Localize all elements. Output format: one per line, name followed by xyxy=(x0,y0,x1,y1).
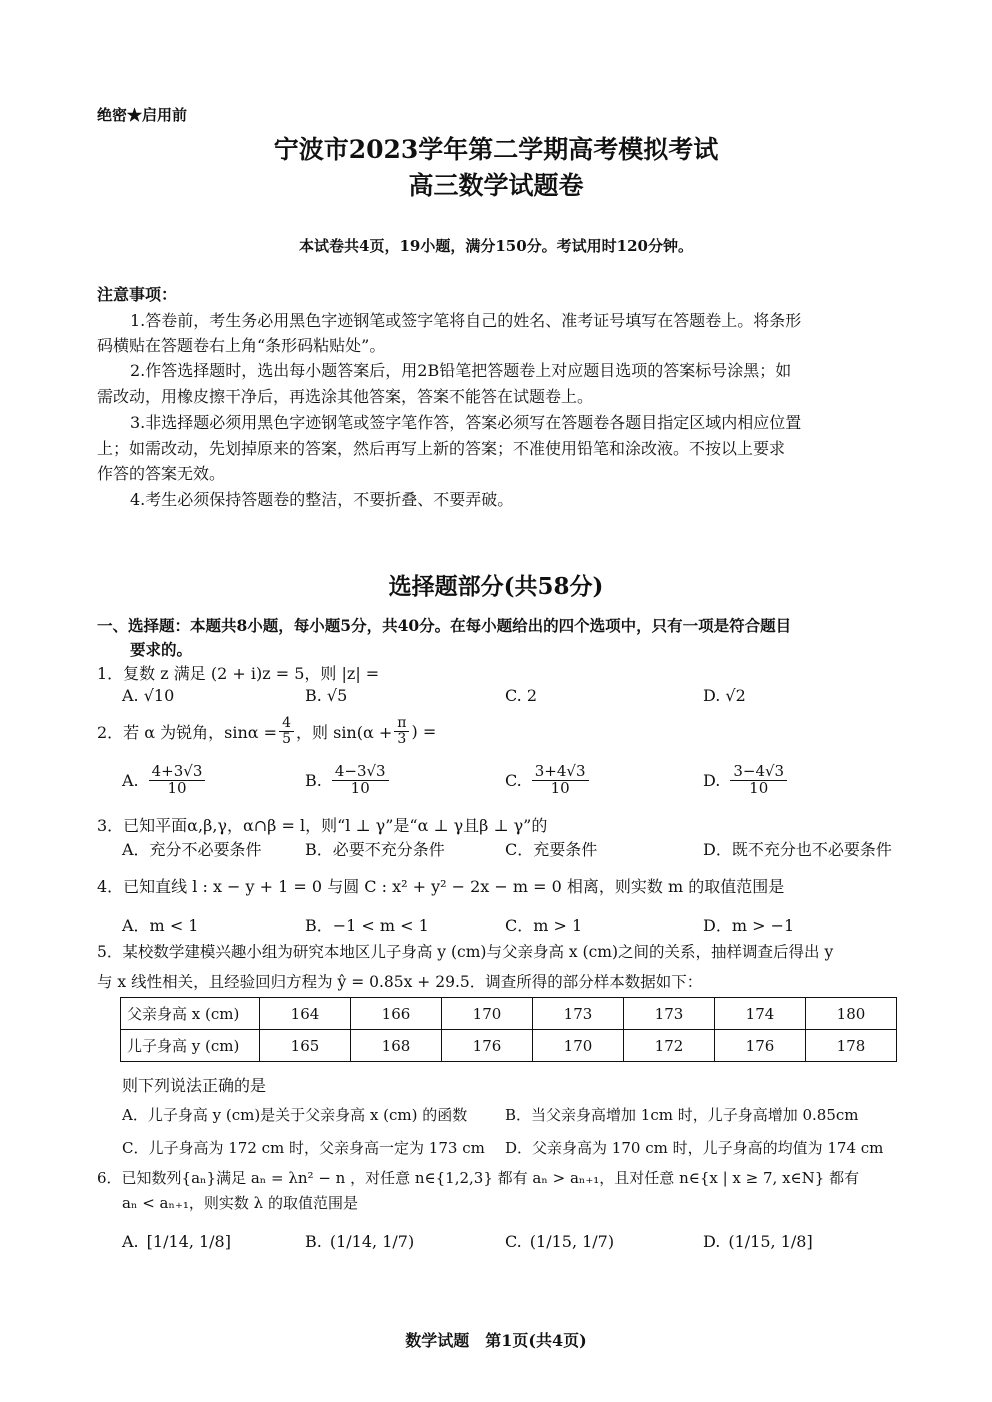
note-line: 1.答卷前，考生务必用黑色字迹钢笔或签字笔将自己的姓名、准考证号填写在答题卷上。将条形 xyxy=(130,311,802,330)
table-cell: 173 xyxy=(624,998,715,1030)
exam-subtitle: 高三数学试题卷 xyxy=(408,171,584,200)
q2-pi-fraction: $\frac{\pi}{3}$ xyxy=(394,716,409,746)
q4-option-c: C．m > 1 xyxy=(505,916,583,935)
q5-option-b: B．当父亲身高增加 1cm 时，儿子身高增加 0.85cm xyxy=(505,1106,859,1124)
q2-option-d: D. $\frac{3-4√3}{10}$ xyxy=(703,764,787,797)
table-row-header: 父亲身高 x (cm) xyxy=(121,998,260,1030)
q2-text-3: ) = xyxy=(411,721,437,741)
table-cell: 173 xyxy=(533,998,624,1030)
question-2-stem xyxy=(97,716,436,746)
question-5-stem-cont: 与 x 线性相关，且经验回归方程为 ŷ = 0.85x + 29.5．调查所得的部分样本数据如下： xyxy=(97,973,703,991)
q5-option-c: C．儿子身高为 172 cm 时，父亲身高一定为 173 cm xyxy=(122,1139,485,1157)
table-cell: 170 xyxy=(533,1030,624,1062)
q4-option-d: D．m > −1 xyxy=(703,916,795,935)
question-6-stem-cont: aₙ < aₙ₊₁，则实数 λ 的取值范围是 xyxy=(122,1194,358,1212)
note-line: 上；如需改动，先划掉原来的答案，然后再写上新的答案；不准使用铅笔和涂改液。不按以上要求 xyxy=(97,439,786,458)
q2-option-a: A. $\frac{4+3√3}{10}$ xyxy=(122,764,205,797)
note-line: 作答的答案无效。 xyxy=(97,464,226,483)
q1-option-c: C. 2 xyxy=(505,686,538,705)
table-cell: 180 xyxy=(806,998,897,1030)
table-cell: 178 xyxy=(806,1030,897,1062)
question-6-stem: 6．已知数列{aₙ}满足 aₙ = λn² − n ，对任意 n∈{1,2,3} 都有 aₙ > aₙ₊₁，且对任意 n∈{x | x ≥ 7, x∈N} 都有 xyxy=(97,1169,860,1187)
exam-title: 宁波市2023学年第二学期高考模拟考试 xyxy=(273,135,719,164)
q1-option-d: D. √2 xyxy=(703,686,746,705)
table-row-header: 儿子身高 y (cm) xyxy=(121,1030,260,1062)
q6-option-a: A. [1/14, 1/8] xyxy=(122,1232,231,1251)
section-title: 选择题部分(共58分) xyxy=(388,573,604,600)
q1-option-b: B. √5 xyxy=(305,686,348,705)
q2-text-2: ，则 sin(α + xyxy=(296,722,393,742)
q3-option-c: C．充要条件 xyxy=(505,840,598,859)
q6-option-b: B. (1/14, 1/7) xyxy=(305,1232,415,1251)
note-line: 4.考生必须保持答题卷的整洁，不要折叠、不要弄破。 xyxy=(130,490,514,509)
q2-fraction: $\frac{4}{5}$ xyxy=(279,716,294,746)
q5-option-a: A．儿子身高 y (cm)是关于父亲身高 x (cm) 的函数 xyxy=(122,1106,468,1124)
table-cell: 168 xyxy=(351,1030,442,1062)
q1-option-a: A. √10 xyxy=(122,686,175,705)
q4-option-a: A．m < 1 xyxy=(122,916,199,935)
section-intro-cont: 要求的。 xyxy=(130,640,193,659)
q5-prompt: 则下列说法正确的是 xyxy=(122,1076,267,1095)
q3-option-d: D．既不充分也不必要条件 xyxy=(703,840,892,859)
question-5-stem: 5．某校数学建模兴趣小组为研究本地区儿子身高 y (cm)与父亲身高 x (cm)之间的关系，抽样调查后得出 y xyxy=(97,943,834,961)
table-cell: 176 xyxy=(715,1030,806,1062)
sample-data-table xyxy=(120,997,897,1062)
note-line: 3.非选择题必须用黑色字迹钢笔或签字笔作答，答案必须写在答题卷各题目指定区域内相应位置 xyxy=(130,413,802,432)
question-4-stem: 4．已知直线 l : x − y + 1 = 0 与圆 C : x² + y² − 2x − m = 0 相离，则实数 m 的取值范围是 xyxy=(97,877,785,896)
q4-option-b: B．−1 < m < 1 xyxy=(305,916,429,935)
page-footer: 数学试题 第1页(共4页) xyxy=(405,1331,587,1350)
q5-option-d: D．父亲身高为 170 cm 时，儿子身高的均值为 174 cm xyxy=(505,1139,884,1157)
table-cell: 166 xyxy=(351,998,442,1030)
table-cell: 164 xyxy=(260,998,351,1030)
exam-summary: 本试卷共4页，19小题，满分150分。考试用时120分钟。 xyxy=(299,237,693,255)
q3-option-b: B．必要不充分条件 xyxy=(305,840,445,859)
table-row xyxy=(121,998,897,1030)
table-cell: 170 xyxy=(442,998,533,1030)
note-line: 码横贴在答题卷右上角“条形码粘贴处”。 xyxy=(97,336,386,355)
table-cell: 172 xyxy=(624,1030,715,1062)
q2-text-1: 2．若 α 为锐角，sinα = xyxy=(97,722,278,742)
table-cell: 165 xyxy=(260,1030,351,1062)
table-row xyxy=(121,1030,897,1062)
q3-option-a: A．充分不必要条件 xyxy=(122,840,262,859)
table-cell: 174 xyxy=(715,998,806,1030)
q2-option-b: B. $\frac{4-3√3}{10}$ xyxy=(305,764,389,797)
notes-heading: 注意事项： xyxy=(97,285,178,304)
question-3-stem: 3．已知平面α,β,γ，α∩β = l，则“l ⊥ γ”是“α ⊥ γ且β ⊥ γ”的 xyxy=(97,816,548,835)
q2-option-c: C. $\frac{3+4√3}{10}$ xyxy=(505,764,589,797)
note-line: 需改动，用橡皮擦干净后，再选涂其他答案，答案不能答在试题卷上。 xyxy=(97,387,594,406)
table-cell: 176 xyxy=(442,1030,533,1062)
question-1-stem: 1．复数 z 满足 (2 + i)z = 5，则 |z| = xyxy=(97,664,380,683)
section-intro: 一、选择题：本题共8小题，每小题5分，共40分。在每小题给出的四个选项中，只有一项是符合题目 xyxy=(97,616,792,635)
q6-option-d: D. (1/15, 1/8] xyxy=(703,1232,813,1251)
q6-option-c: C. (1/15, 1/7) xyxy=(505,1232,615,1251)
confidential-label: 绝密★启用前 xyxy=(97,106,188,124)
note-line: 2.作答选择题时，选出每小题答案后，用2B铅笔把答题卷上对应题目选项的答案标号涂黑；如 xyxy=(130,361,792,380)
